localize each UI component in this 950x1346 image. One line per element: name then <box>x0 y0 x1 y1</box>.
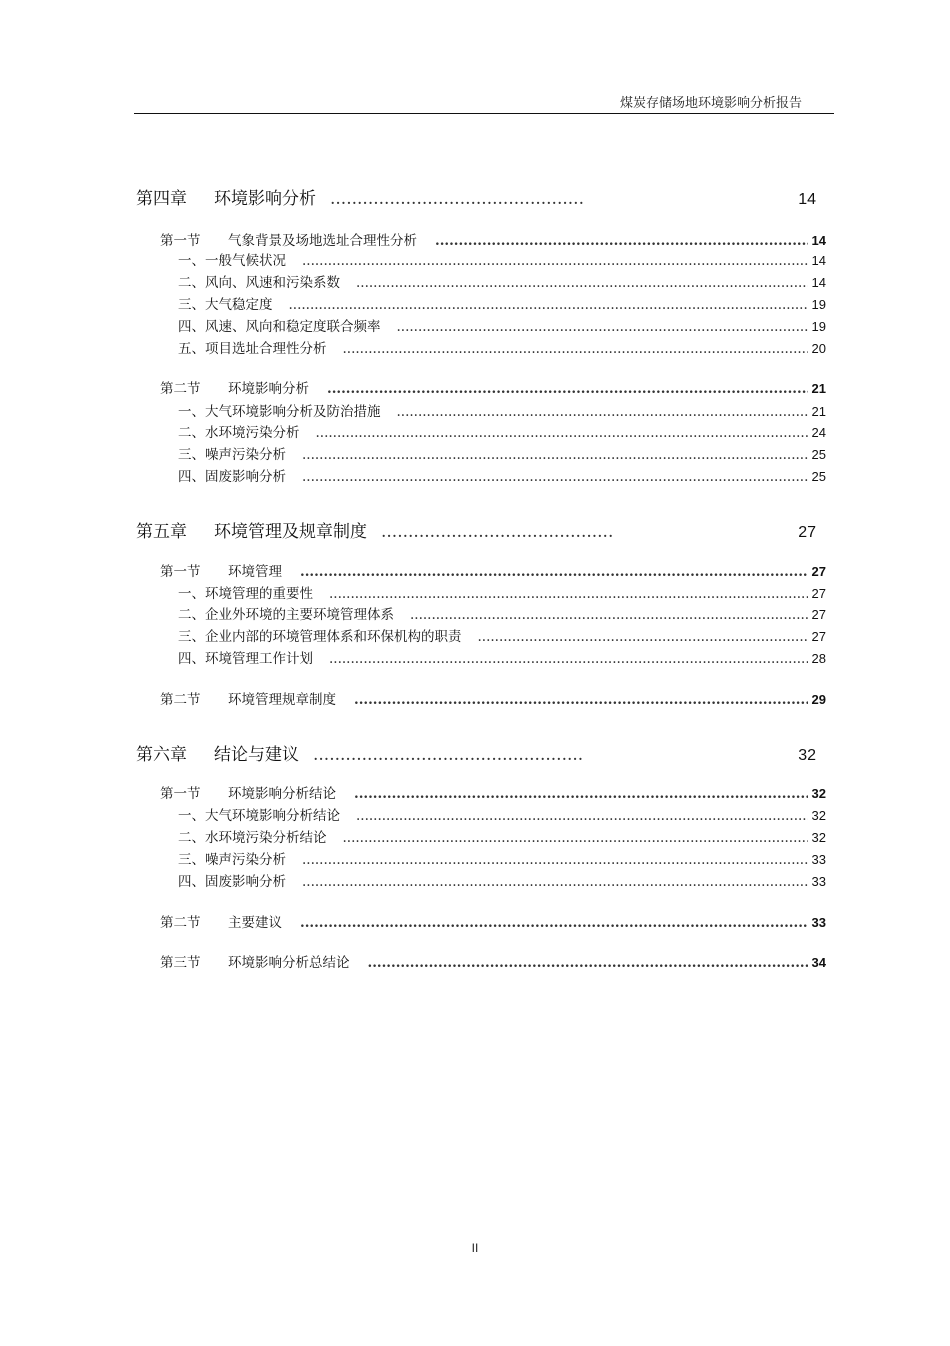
toc-item[interactable] <box>178 337 826 357</box>
item-title: 三、噪声污染分析 <box>178 447 286 463</box>
page-number: 33 <box>811 874 826 889</box>
item-title: 二、企业外环境的主要环境管理体系 <box>178 607 394 623</box>
toc-item[interactable] <box>178 421 826 441</box>
item-title: 三、大气稳定度 <box>178 297 273 313</box>
page-number: 21 <box>811 404 826 419</box>
item-title: 一、大气环境影响分析结论 <box>178 808 340 824</box>
toc-section[interactable] <box>160 560 826 580</box>
page-number: 25 <box>811 469 826 484</box>
page-number: 27 <box>811 607 826 622</box>
toc-item[interactable] <box>178 249 826 269</box>
item-title: 四、固废影响分析 <box>178 469 286 485</box>
item-title: 二、风向、风速和污染系数 <box>178 275 340 291</box>
dot-leader <box>302 447 808 463</box>
toc-chapter-4[interactable] <box>136 184 816 209</box>
section-title: 环境影响分析总结论 <box>228 955 350 971</box>
page-number: 28 <box>811 651 826 666</box>
page-number: 33 <box>811 852 826 867</box>
toc-section[interactable] <box>160 377 826 397</box>
chapter-number: 第六章 <box>136 745 187 765</box>
toc-item[interactable] <box>178 647 826 667</box>
toc-item[interactable] <box>178 443 826 463</box>
section-number: 第二节 <box>160 692 201 708</box>
dot-leader: ............................................... <box>330 189 584 209</box>
page-number: 27 <box>811 564 826 579</box>
page-number: 32 <box>811 808 826 823</box>
item-title: 四、风速、风向和稳定度联合频率 <box>178 319 381 335</box>
item-title: 四、固废影响分析 <box>178 874 286 890</box>
item-title: 二、水环境污染分析 <box>178 425 300 441</box>
dot-leader <box>302 469 808 485</box>
dot-leader <box>356 275 808 291</box>
dot-leader <box>368 955 808 971</box>
dot-leader <box>354 786 808 802</box>
section-title: 环境影响分析 <box>228 381 309 397</box>
page-number: 32 <box>811 830 826 845</box>
toc-item[interactable] <box>178 870 826 890</box>
page-number: 29 <box>811 692 826 707</box>
running-header: 煤炭存储场地环境影响分析报告 <box>619 96 802 111</box>
toc-item[interactable] <box>178 603 826 623</box>
section-number: 第三节 <box>160 955 201 971</box>
page-number: 14 <box>811 253 826 268</box>
toc-section[interactable] <box>160 229 826 249</box>
page-number: 32 <box>798 747 816 764</box>
dot-leader: ........................................... <box>381 522 614 542</box>
page-number: 19 <box>811 319 826 334</box>
page-number: 27 <box>798 524 816 541</box>
item-title: 五、项目选址合理性分析 <box>178 341 327 357</box>
item-title: 一、大气环境影响分析及防治措施 <box>178 404 381 420</box>
chapter-title: 结论与建议 <box>214 745 299 765</box>
page-number: 27 <box>811 586 826 601</box>
dot-leader <box>329 651 808 667</box>
section-title: 环境管理规章制度 <box>228 692 336 708</box>
dot-leader <box>343 830 808 846</box>
dot-leader <box>300 564 808 580</box>
dot-leader <box>435 233 808 249</box>
dot-leader <box>327 381 808 397</box>
toc-item[interactable] <box>178 293 826 313</box>
section-title: 主要建议 <box>228 915 282 931</box>
footer-page-number: II <box>471 1241 479 1255</box>
item-title: 二、水环境污染分析结论 <box>178 830 327 846</box>
page-number: 27 <box>811 629 826 644</box>
toc-chapter-5[interactable] <box>136 517 816 542</box>
page-number: 20 <box>811 341 826 356</box>
toc-item[interactable] <box>178 315 826 335</box>
chapter-title: 环境管理及规章制度 <box>214 522 367 542</box>
toc-item[interactable] <box>178 271 826 291</box>
chapter-number: 第五章 <box>136 522 187 542</box>
dot-leader <box>397 404 808 420</box>
dot-leader <box>343 341 808 357</box>
item-title: 一、环境管理的重要性 <box>178 586 313 602</box>
dot-leader <box>354 692 808 708</box>
dot-leader <box>302 852 808 868</box>
page-number: 33 <box>811 915 826 930</box>
dot-leader <box>397 319 808 335</box>
dot-leader <box>289 297 808 313</box>
section-number: 第二节 <box>160 915 201 931</box>
toc-chapter-6[interactable] <box>136 740 816 765</box>
chapter-number: 第四章 <box>136 189 187 209</box>
section-title: 环境影响分析结论 <box>228 786 336 802</box>
dot-leader <box>302 253 808 269</box>
page-number: 32 <box>811 786 826 801</box>
dot-leader <box>478 629 808 645</box>
section-number: 第二节 <box>160 381 201 397</box>
section-title: 环境管理 <box>228 564 282 580</box>
toc-section[interactable] <box>160 951 826 971</box>
toc-item[interactable] <box>178 400 826 420</box>
dot-leader <box>302 874 808 890</box>
item-title: 一、一般气候状况 <box>178 253 286 269</box>
item-title: 三、噪声污染分析 <box>178 852 286 868</box>
toc-section[interactable] <box>160 688 826 708</box>
toc-section[interactable] <box>160 782 826 802</box>
chapter-title: 环境影响分析 <box>214 189 316 209</box>
section-number: 第一节 <box>160 233 201 249</box>
dot-leader <box>300 915 808 931</box>
item-title: 三、企业内部的环境管理体系和环保机构的职责 <box>178 629 462 645</box>
toc-item[interactable] <box>178 582 826 602</box>
page-number: 14 <box>811 233 826 248</box>
toc-item[interactable] <box>178 625 826 645</box>
page-number: 19 <box>811 297 826 312</box>
dot-leader <box>410 607 808 623</box>
page-number: 24 <box>811 425 826 440</box>
dot-leader <box>356 808 808 824</box>
page-number: 21 <box>811 381 826 396</box>
page-number: 14 <box>811 275 826 290</box>
section-title: 气象背景及场地选址合理性分析 <box>228 233 417 249</box>
header-rule <box>134 113 834 114</box>
page-number: 14 <box>798 191 816 208</box>
dot-leader <box>329 586 808 602</box>
dot-leader: .................................................. <box>313 745 584 765</box>
toc-item[interactable] <box>178 804 826 824</box>
toc-item[interactable] <box>178 826 826 846</box>
toc-section[interactable] <box>160 911 826 931</box>
section-number: 第一节 <box>160 786 201 802</box>
item-title: 四、环境管理工作计划 <box>178 651 313 667</box>
toc-item[interactable] <box>178 848 826 868</box>
page-number: 34 <box>811 955 826 970</box>
toc-item[interactable] <box>178 465 826 485</box>
section-number: 第一节 <box>160 564 201 580</box>
page-number: 25 <box>811 447 826 462</box>
dot-leader <box>316 425 808 441</box>
